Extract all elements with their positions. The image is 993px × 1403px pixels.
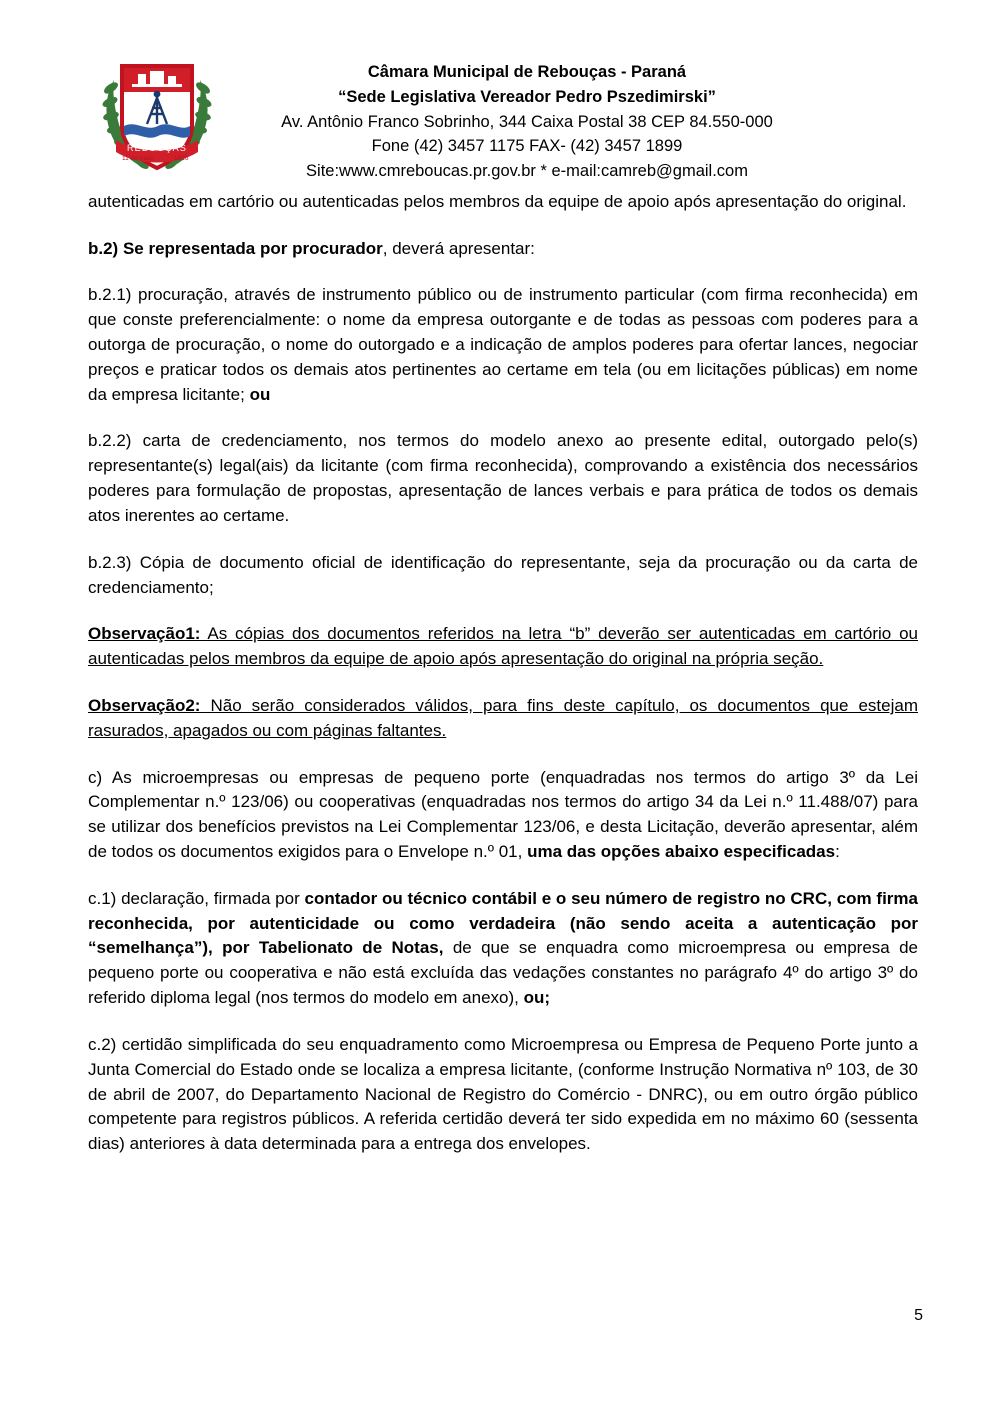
paragraph-c-end: :: [835, 842, 840, 861]
paragraph-b21: [88, 283, 918, 407]
paragraph-c1-bold: contador ou técnico contábil e o seu número de registro no CRC, com firma reconhecida, por autenticidade ou como verdadeira (não sendo aceita a autenticação por “semelhança”), por Tabelionato de Notas,: [88, 888, 918, 958]
document-body: [88, 190, 918, 1157]
crest-year-right: 1926: [174, 155, 189, 162]
observacao-2-text: Não serão considerados válidos, para fins deste capítulo, os documentos que estejam rasurados, apagados ou com páginas faltantes.: [88, 695, 918, 740]
paragraph-observacao-1: [88, 622, 918, 672]
header-line-5: Site:www.cmreboucas.pr.gov.br * e-mail:camreb@gmail.com: [306, 162, 748, 180]
header-line-3: Av. Antônio Franco Sobrinho, 344 Caixa Postal 38 CEP 84.550-000: [281, 112, 773, 131]
paragraph-c-text: c) As microempresas ou empresas de pequeno porte (enquadradas nos termos do artigo 3º da Lei Complementar n.º 123/06) ou cooperativas (enquadradas nos termos do artigo 34 da Lei n.º 11.488/07) para se utilizar dos benefícios previstos na Lei Complementar 123/06, e desta Licitação, deverão apresentar, além de todos os documentos exigidos para o Envelope n.º 01,: [88, 767, 918, 861]
document-header: [88, 38, 918, 184]
paragraph-c1-rest: de que se enquadra como microempresa ou empresa de pequeno porte ou cooperativa e não está excluída das vedações constantes no parágrafo 4º do artigo 3º do referido diploma legal (nos termos do modelo em anexo),: [88, 938, 918, 1008]
header-line-2: “Sede Legislativa Vereador Pedro Pszedimirski”: [338, 87, 716, 106]
crest-year-left: 11 de maio: [122, 155, 154, 162]
paragraph-b23: b.2.3) Cópia de documento oficial de identificação do representante, seja da procuração ou da carta de credenciamento;: [88, 552, 918, 597]
paragraph-c: [88, 766, 918, 865]
paragraph-b21-end: ou: [249, 384, 271, 404]
header-line-4: Fone (42) 3457 1175 FAX- (42) 3457 1899: [371, 137, 683, 156]
paragraph-b2: [88, 237, 918, 262]
coat-of-arms-icon: [98, 40, 216, 178]
observacao-1-text: As cópias dos documentos referidos na letra “b” deverão ser autenticadas em cartório ou autenticadas pelos membros da equipe de apoio após apresentação do original na própria seção.: [88, 624, 918, 669]
paragraph-c-bold: uma das opções abaixo especificadas: [527, 842, 836, 861]
paragraph-b21-text: b.2.1) procuração, através de instrumento público ou de instrumento particular (com firma reconhecida) em que conste preferencialmente: o nome da empresa outorgante e de todas as pessoas com poderes para a outorga de procuração, o nome do outorgado e a indicação de amplos poderes para ofertar lances, negociar preços e praticar todos os demais atos pertinentes ao certame em tela (ou em licitações públicas) em nome da empresa licitante;: [88, 285, 918, 404]
header-institution-block: [216, 38, 918, 184]
paragraph-c1-start: c.1) declaração, firmada por: [88, 888, 305, 908]
observacao-1-label: Observação1:: [88, 624, 201, 644]
paragraph-b2-rest: , deverá apresentar:: [382, 238, 535, 258]
paragraph-b2-label: b.2) Se representada por procurador: [88, 238, 383, 258]
header-line-1: Câmara Municipal de Rebouças - Paraná: [367, 63, 687, 81]
paragraph-c1: [88, 887, 918, 1011]
page-number: 5: [914, 1307, 923, 1324]
crest-motto-text: REBOUÇAS: [126, 143, 188, 153]
paragraph-c1-end: ou;: [523, 988, 551, 1008]
paragraph-c2: c.2) certidão simplificada do seu enquadramento como Microempresa ou Empresa de Pequeno Porte junto a Junta Comercial do Estado onde se localiza a empresa licitante, (conforme Instrução Normativa nº 103, de 30 de abril de 2007, do Departamento Nacional de Registro do Comércio - DNRC), ou em outro órgão público competente para registros públicos. A referida certidão deverá ter sido expedida em no máximo 60 (sessenta dias) anteriores à data determinada para a entrega dos envelopes.: [88, 1034, 918, 1154]
paragraph-intro: autenticadas em cartório ou autenticadas pelos membros da equipe de apoio após apresentação do original.: [88, 191, 907, 211]
paragraph-b22: b.2.2) carta de credenciamento, nos termos do modelo anexo ao presente edital, outorgado pelo(s) representante(s) legal(ais) da licitante (com firma reconhecida), comprovando a existência dos necessários poderes para formulação de propostas, apresentação de lances verbais e para prática de todos os demais atos inerentes ao certame.: [88, 431, 918, 525]
paragraph-observacao-2: [88, 694, 918, 744]
observacao-2-label: Observação2:: [88, 695, 201, 715]
